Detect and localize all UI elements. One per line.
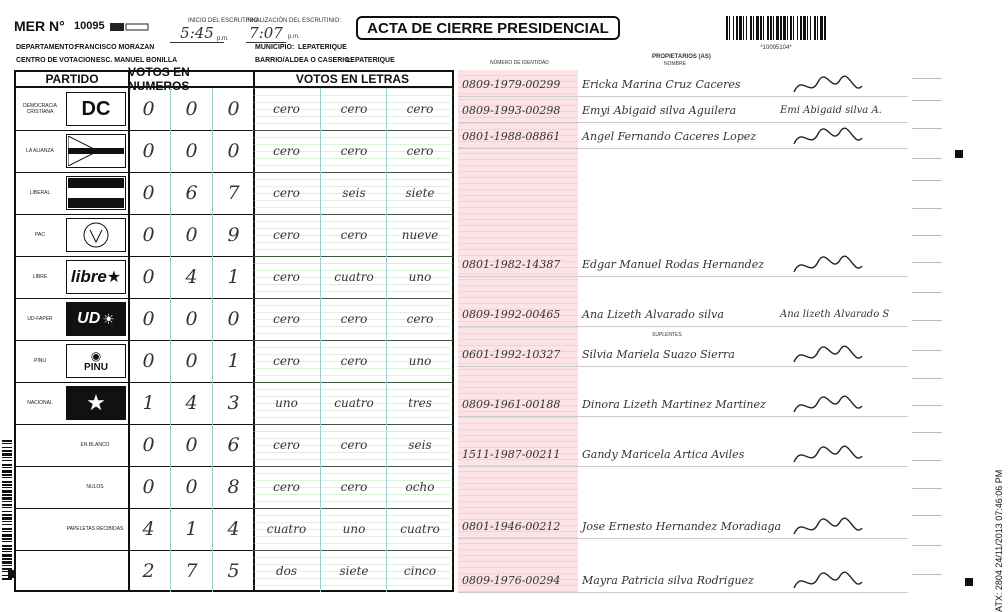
- member-name: Silvia Mariela Suazo Sierra: [582, 348, 735, 361]
- departamento-value: FRANCISCO MORAZAN: [75, 44, 155, 51]
- col-partido-header: PARTIDO: [16, 72, 128, 88]
- vote-word: cero: [253, 466, 320, 508]
- corner-mark: [965, 578, 973, 586]
- vote-word: cero: [386, 298, 453, 340]
- member-name: Edgar Manuel Rodas Hernandez: [582, 258, 765, 271]
- member-row: [458, 568, 948, 608]
- vote-digit: 6: [170, 172, 212, 214]
- row-line: [458, 326, 908, 327]
- suplentes-header: SUPLENTES: [652, 332, 682, 338]
- member-row: [458, 252, 948, 292]
- document-title: ACTA DE CIERRE PRESIDENCIAL: [356, 16, 620, 40]
- party-name: LA ALIANZA: [26, 148, 54, 154]
- table-row: [16, 214, 452, 257]
- vote-word: cero: [320, 214, 387, 256]
- table-row: [16, 298, 452, 341]
- table-row: [16, 88, 452, 131]
- vote-word: cero: [320, 88, 387, 130]
- vote-digit: 7: [212, 172, 254, 214]
- member-id: 0809-1993-00298: [462, 104, 561, 117]
- top-barcode: [726, 16, 826, 51]
- vote-word: ocho: [386, 466, 453, 508]
- vote-word: cuatro: [386, 508, 453, 550]
- vote-digit: 0: [142, 434, 155, 456]
- mer-number: 10095: [74, 20, 105, 32]
- corner-mark: [955, 150, 963, 158]
- vote-digit: 2: [142, 560, 155, 582]
- member-name-alt: Emi Abigaid silva A.: [780, 105, 882, 116]
- mer-label: MER N°: [14, 18, 65, 34]
- side-stamp: ATX: 2804 24/11/2013 07:46:06 PM: [994, 469, 1004, 612]
- table-row: [16, 340, 452, 383]
- col-numeros-header: VOTOS EN NUMEROS: [128, 72, 253, 88]
- final-label: FINALIZACIÓN DEL ESCRUTINIO:: [246, 18, 341, 24]
- member-id: 0809-1976-00294: [462, 574, 561, 587]
- vote-digit: 9: [212, 214, 254, 256]
- vote-digit: 1: [212, 256, 254, 298]
- vote-word: cuatro: [320, 256, 387, 298]
- table-row: [16, 508, 452, 551]
- vote-digit: 6: [212, 424, 254, 466]
- member-id: 0601-1992-10327: [462, 348, 561, 361]
- vote-digit: 0: [142, 266, 155, 288]
- party-logo: [66, 386, 126, 420]
- vote-word: cero: [253, 214, 320, 256]
- firma-line: [912, 235, 942, 236]
- party-logo: [66, 302, 126, 336]
- municipio-label: MUNICIPIO:: [255, 44, 295, 51]
- vote-word: cero: [386, 88, 453, 130]
- member-id: 1511-1987-00211: [462, 448, 561, 461]
- final-suffix: p.m.: [288, 34, 300, 40]
- member-row: [458, 392, 948, 432]
- vote-digit: 0: [212, 130, 254, 172]
- party-logo: [66, 218, 126, 252]
- vote-word: cero: [386, 130, 453, 172]
- table-row: [16, 256, 452, 299]
- member-name: Mayra Patricia silva Rodriguez: [582, 574, 754, 587]
- vote-digit: 4: [170, 256, 212, 298]
- party-name: LIBERAL: [29, 190, 51, 196]
- vote-word: cero: [253, 424, 320, 466]
- vote-digit: 0: [142, 140, 155, 162]
- row-line: [458, 122, 908, 123]
- vote-digit: 0: [142, 224, 155, 246]
- party-name: NULOS: [86, 484, 104, 490]
- vote-word: cero: [253, 88, 320, 130]
- inicio-suffix: p.m.: [217, 36, 229, 42]
- vote-digit: 0: [170, 298, 212, 340]
- centro-value: ESC. MANUEL BONILLA: [96, 57, 178, 64]
- sun-icon: ☀: [102, 310, 115, 327]
- vote-word: siete: [320, 550, 387, 592]
- member-name: Angel Fernando Caceres Lopez: [582, 130, 757, 143]
- final-value: 7:07: [246, 24, 286, 43]
- row-line: [458, 366, 908, 367]
- vote-word: seis: [386, 424, 453, 466]
- vote-word: cero: [253, 172, 320, 214]
- party-logo-text: DC: [81, 97, 111, 120]
- party-logo-text: libre: [70, 267, 107, 286]
- vote-digit: 5: [212, 550, 254, 592]
- row-line: [458, 148, 908, 149]
- vote-word: uno: [253, 382, 320, 424]
- centro-label: CENTRO DE VOTACION:: [16, 57, 98, 64]
- member-row: [458, 514, 948, 554]
- member-name: Ericka Marina Cruz Caceres: [582, 78, 741, 91]
- member-name: Jose Ernesto Hernandez Moradiaga: [582, 520, 782, 533]
- vote-word: tres: [386, 382, 453, 424]
- party-name: UD-FAPER: [27, 316, 53, 322]
- table-row: [16, 172, 452, 215]
- firma-line: [912, 292, 942, 293]
- member-row: [458, 124, 948, 164]
- vote-word: seis: [320, 172, 387, 214]
- table-row: [16, 424, 452, 467]
- party-logo: [66, 92, 126, 126]
- star-icon: ★: [86, 390, 106, 415]
- vote-word: cero: [320, 130, 387, 172]
- vote-digit: 1: [212, 340, 254, 382]
- row-line: [458, 466, 908, 467]
- left-barcode: [2, 440, 12, 580]
- member-id: 0809-1979-00299: [462, 78, 561, 91]
- vote-word: cuatro: [253, 508, 320, 550]
- vote-word: cero: [253, 130, 320, 172]
- vote-digit: 0: [142, 476, 155, 498]
- party-logo-text: UD: [77, 310, 101, 327]
- vote-word: cero: [253, 298, 320, 340]
- row-line: [458, 96, 908, 97]
- barrio-label: BARRIO/ALDEA O CASERIO:: [255, 57, 352, 64]
- propietarios-header: PROPIETARIOS (AS): [652, 54, 711, 60]
- member-name-alt: Ana lizeth Alvarado S: [780, 309, 890, 320]
- inicio-value: 5:45: [170, 24, 224, 43]
- inicio-label: INICIO DEL ESCRUTINIO:: [188, 18, 260, 24]
- cne-logo: [110, 20, 150, 32]
- vote-word: cero: [320, 466, 387, 508]
- vote-word: cuatro: [320, 382, 387, 424]
- vote-digit: 7: [170, 550, 212, 592]
- vote-word: dos: [253, 550, 320, 592]
- firma-line: [912, 208, 942, 209]
- vote-word: cero: [320, 424, 387, 466]
- vote-word: cinco: [386, 550, 453, 592]
- vote-digit: 0: [142, 308, 155, 330]
- vote-digit: 0: [212, 298, 254, 340]
- firma-line: [912, 488, 942, 489]
- barrio-value: LEPATERIQUE: [346, 57, 395, 64]
- departamento-label: DEPARTAMENTO:: [16, 44, 77, 51]
- member-name: Gandy Maricela Artica Aviles: [582, 448, 745, 461]
- member-id: 0801-1988-08861: [462, 130, 561, 143]
- vote-word: uno: [386, 256, 453, 298]
- party-name: [66, 550, 124, 592]
- vote-digit: 0: [170, 214, 212, 256]
- party-logo: [66, 344, 126, 378]
- vote-word: cero: [253, 256, 320, 298]
- row-line: [458, 416, 908, 417]
- party-logo: [66, 176, 126, 210]
- vote-digit: 8: [212, 466, 254, 508]
- vote-word: cero: [253, 340, 320, 382]
- vote-digit: 0: [170, 466, 212, 508]
- firma-line: [912, 180, 942, 181]
- member-id: 0801-1982-14387: [462, 258, 561, 271]
- vote-digit: 0: [142, 182, 155, 204]
- member-row: [458, 302, 948, 342]
- vote-word: cero: [320, 298, 387, 340]
- member-row: [458, 342, 948, 382]
- emblem-icon: ◉: [90, 348, 102, 363]
- member-name: Ana Lizeth Alvarado silva: [582, 308, 724, 321]
- vote-digit: 0: [170, 88, 212, 130]
- star-icon: ★: [106, 269, 122, 286]
- votes-table: [14, 65, 454, 592]
- firma-line: [912, 432, 942, 433]
- table-row: [16, 550, 452, 592]
- vote-word: uno: [386, 340, 453, 382]
- vote-digit: 3: [212, 382, 254, 424]
- vote-digit: 4: [142, 518, 155, 540]
- top-barcode-number: *10095104*: [760, 45, 792, 51]
- row-line: [458, 592, 908, 593]
- party-name: PAC: [35, 232, 45, 238]
- vote-digit: 0: [142, 98, 155, 120]
- vote-digit: 4: [212, 508, 254, 550]
- party-name: EN BLANCO: [80, 442, 110, 448]
- vote-digit: 0: [212, 88, 254, 130]
- table-row: [16, 130, 452, 173]
- vote-digit: 0: [142, 350, 155, 372]
- vote-word: siete: [386, 172, 453, 214]
- vote-digit: 0: [170, 130, 212, 172]
- member-row: [458, 442, 948, 482]
- member-id: 0809-1961-00188: [462, 398, 561, 411]
- member-name: Emyi Abigaid silva Aguilera: [582, 104, 737, 117]
- vote-word: uno: [320, 508, 387, 550]
- table-row: [16, 466, 452, 509]
- vote-word: nueve: [386, 214, 453, 256]
- vote-digit: 0: [170, 340, 212, 382]
- vote-digit: 0: [170, 424, 212, 466]
- row-line: [458, 276, 908, 277]
- num-id-header: NÚMERO DE IDENTIDAD: [490, 60, 549, 66]
- municipio-value: LEPATERIQUE: [298, 44, 347, 51]
- member-name: Dinora Lizeth Martinez Martinez: [582, 398, 766, 411]
- col-letras-header: VOTOS EN LETRAS: [253, 72, 452, 88]
- party-logo-text: PINU: [84, 361, 108, 373]
- table-row: [16, 382, 452, 425]
- party-name: LIBRE: [32, 274, 48, 280]
- row-line: [458, 538, 908, 539]
- party-logo: [66, 134, 126, 168]
- party-name: DEMOCRACIA CRISTIANA: [23, 103, 57, 115]
- vote-digit: 1: [170, 508, 212, 550]
- vote-digit: 1: [142, 392, 155, 414]
- vote-word: cero: [320, 340, 387, 382]
- member-id: 0809-1992-00465: [462, 308, 561, 321]
- vote-digit: 4: [170, 382, 212, 424]
- party-name: PAPELETAS RECIBIDAS: [66, 526, 124, 532]
- party-name: NACIONAL: [27, 400, 53, 406]
- nombre-header: NOMBRE: [664, 61, 686, 67]
- party-logo: [66, 260, 126, 294]
- member-id: 0801-1946-00212: [462, 520, 561, 533]
- party-name: PINU: [34, 358, 46, 364]
